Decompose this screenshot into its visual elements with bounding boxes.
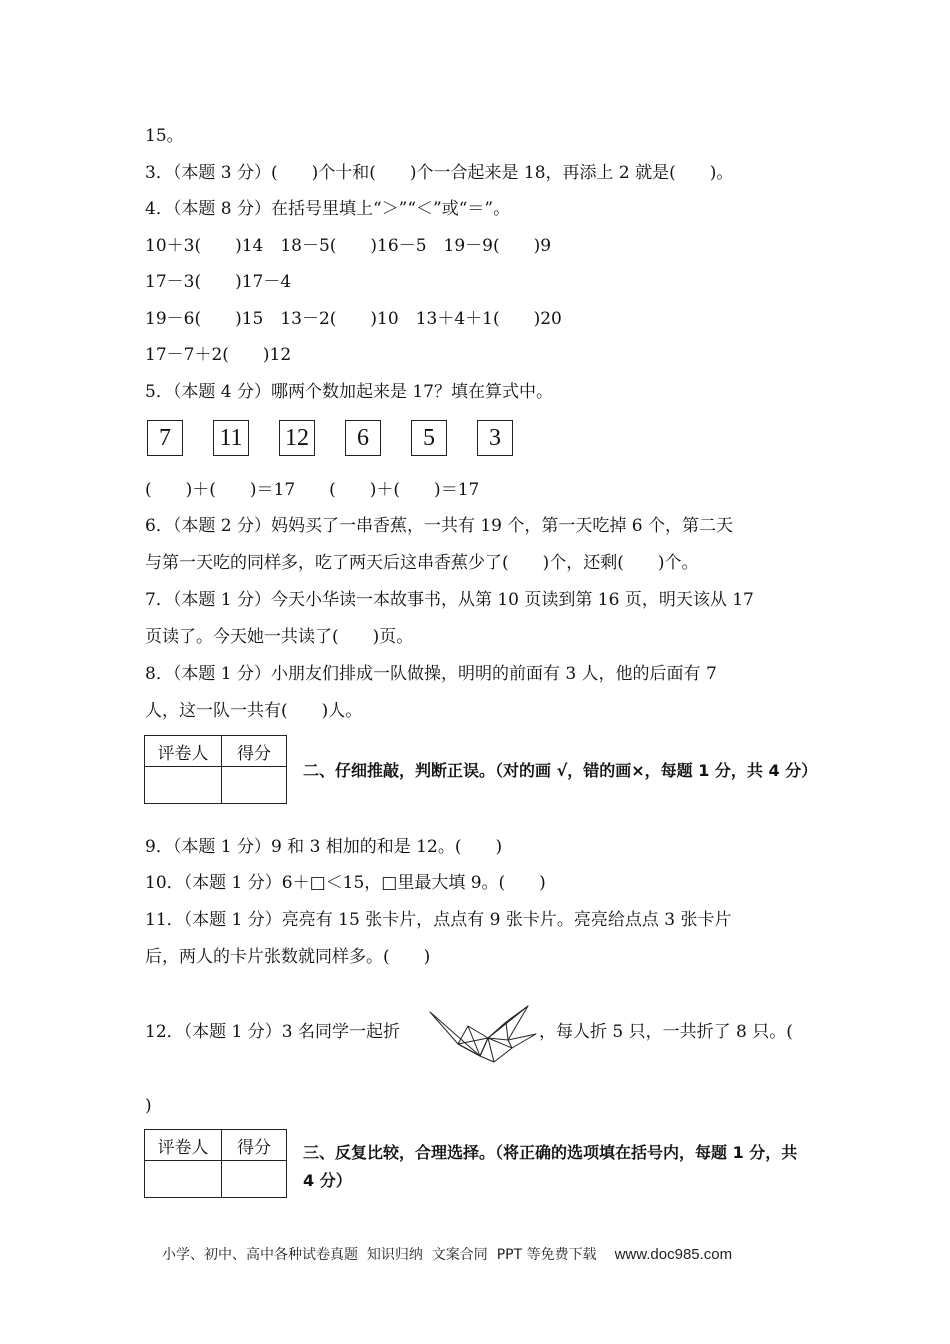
- question-11-line-2: 后，两人的卡片张数就同样多。( ): [145, 947, 431, 967]
- question-5-answers: ( )＋( )＝17 ( )＋( )＝17: [145, 480, 480, 500]
- footer-text: 小学、初中、高中各种试卷真题 知识归纳 文案合同 PPT 等免费下载: [162, 1247, 597, 1263]
- question-9: 9．（本题 1 分）9 和 3 相加的和是 12。( ): [145, 837, 503, 857]
- question-7-line-1: 7．（本题 1 分）今天小华读一本故事书，从第 10 页读到第 16 页，明天该从 17: [145, 590, 754, 610]
- question-8-line-1: 8．（本题 1 分）小朋友们排成一队做操，明明的前面有 3 人，他的后面有 7: [145, 664, 717, 684]
- question-4-row-4: 17－7＋2( )12: [145, 345, 292, 365]
- number-card: 3: [477, 420, 513, 456]
- reviewer-cell: [145, 1161, 222, 1198]
- question-10: 10．（本题 1 分）6＋□＜15，□里最大填 9。( ): [145, 873, 546, 893]
- grader-table: [144, 1129, 287, 1198]
- score-label: 得分: [222, 1130, 287, 1161]
- question-6-line-2: 与第一天吃的同样多，吃了两天后这串香蕉少了( )个，还剩( )个。: [145, 553, 699, 573]
- score-cell: [222, 767, 287, 804]
- reviewer-cell: [145, 767, 222, 804]
- footer-url[interactable]: www.doc985.com: [614, 1246, 733, 1263]
- line-continuation: 15。: [145, 126, 184, 146]
- question-4-row-1: 10＋3( )14 18－5( )16－5 19－9( )9: [145, 236, 552, 256]
- question-3: 3．（本题 3 分）( )个十和( )个一合起来是 18，再添上 2 就是( )。: [145, 163, 734, 183]
- section-2-heading: 二、仔细推敲，判断正误。（对的画 √，错的画×，每题 1 分，共 4 分）: [303, 761, 818, 780]
- number-card: 7: [147, 420, 183, 456]
- number-card: 11: [213, 420, 249, 456]
- score-label: 得分: [222, 736, 287, 767]
- question-4-row-2: 17－3( )17－4: [145, 272, 292, 292]
- question-12-part-2: ，每人折 5 只，一共折了 8 只。(: [539, 1022, 793, 1042]
- question-7-line-2: 页读了。今天她一共读了( )页。: [145, 627, 414, 647]
- question-12-part-1: 12．（本题 1 分）3 名同学一起折: [145, 1022, 400, 1042]
- number-card: 12: [279, 420, 315, 456]
- question-5: 5．（本题 4 分）哪两个数加起来是 17？填在算式中。: [145, 382, 553, 402]
- question-11-line-1: 11．（本题 1 分）亮亮有 15 张卡片，点点有 9 张卡片。亮亮给点点 3 张卡片: [145, 910, 732, 930]
- question-12-part-3: ): [145, 1096, 152, 1116]
- paper-crane-icon: [428, 1004, 538, 1066]
- number-card: 6: [345, 420, 381, 456]
- question-6-line-1: 6．（本题 2 分）妈妈买了一串香蕉，一共有 19 个，第一天吃掉 6 个，第二天: [145, 516, 734, 536]
- grader-table: [144, 735, 287, 804]
- page-footer: [162, 1244, 732, 1264]
- question-4: 4．（本题 8 分）在括号里填上“＞”“＜”或“＝”。: [145, 199, 511, 219]
- number-card: 5: [411, 420, 447, 456]
- question-8-line-2: 人，这一队一共有( )人。: [145, 701, 363, 721]
- question-4-row-3: 19－6( )15 13－2( )10 13＋4＋1( )20: [145, 309, 562, 329]
- reviewer-label: 评卷人: [145, 1130, 222, 1161]
- score-cell: [222, 1161, 287, 1198]
- section-3-heading: 三、反复比较，合理选择。（将正确的选项填在括号内，每题 1 分，共 4 分）: [303, 1143, 798, 1190]
- reviewer-label: 评卷人: [145, 736, 222, 767]
